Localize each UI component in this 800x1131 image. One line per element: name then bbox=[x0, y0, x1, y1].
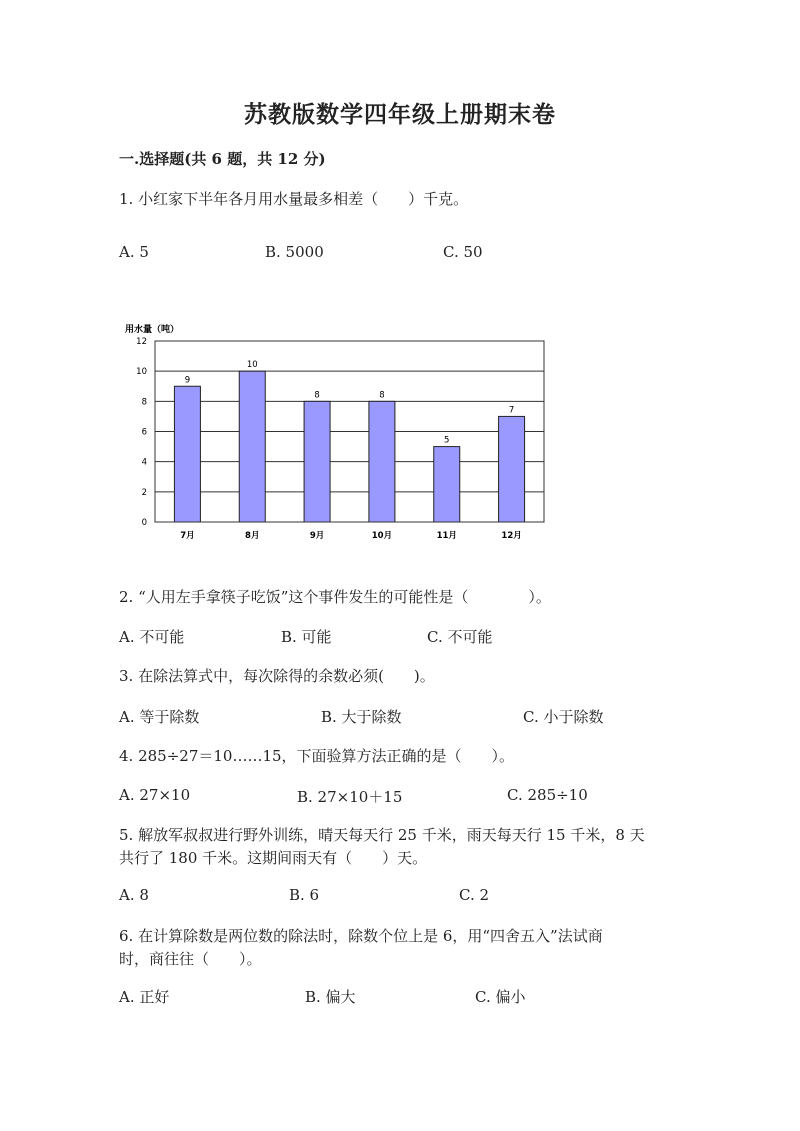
question-5-line-1: 5. 解放军叔叔进行野外训练，晴天每天行 25 千米，雨天每天行 15 千米，8 天 bbox=[119, 826, 645, 844]
question-3: 3. 在除法算式中，每次除得的余数必须( )。 bbox=[119, 667, 435, 685]
q6-option-a: A. 正好 bbox=[119, 988, 170, 1006]
q5-option-c: C. 2 bbox=[459, 886, 490, 904]
bar-value-label: 8 bbox=[314, 390, 320, 401]
q6-option-c: C. 偏小 bbox=[475, 988, 526, 1006]
chart-bar bbox=[499, 416, 525, 522]
water-usage-chart bbox=[115, 318, 555, 548]
q3-option-c: C. 小于除数 bbox=[523, 708, 604, 726]
q3-option-b: B. 大于除数 bbox=[321, 708, 402, 726]
x-tick-label: 11月 bbox=[436, 531, 457, 541]
question-1: 1. 小红家下半年各月用水量最多相差（ ）千克。 bbox=[119, 190, 469, 208]
q2-option-c: C. 不可能 bbox=[427, 628, 493, 646]
y-tick-label: 10 bbox=[136, 367, 147, 378]
bar-value-label: 9 bbox=[184, 375, 191, 386]
chart-bar bbox=[369, 401, 395, 522]
bar-value-label: 5 bbox=[444, 435, 450, 446]
chart-ylabel: 用水量（吨） bbox=[125, 325, 180, 335]
chart-bar bbox=[304, 401, 330, 522]
x-tick-label: 9月 bbox=[309, 531, 325, 541]
q4-option-b: B. 27×10＋15 bbox=[297, 788, 403, 806]
y-tick-label: 4 bbox=[141, 457, 147, 468]
x-tick-label: 10月 bbox=[371, 531, 393, 541]
chart-bar bbox=[239, 371, 265, 522]
page-title: 苏教版数学四年级上册期末卷 bbox=[244, 101, 556, 128]
q4-option-c: C. 285÷10 bbox=[507, 786, 588, 804]
y-tick-label: 6 bbox=[141, 427, 147, 438]
question-6-line-2: 时，商往往（ ）。 bbox=[119, 950, 262, 968]
x-tick-label: 12月 bbox=[501, 531, 522, 541]
y-tick-label: 0 bbox=[141, 518, 147, 528]
x-tick-label: 7月 bbox=[180, 531, 195, 541]
q1-option-a: A. 5 bbox=[119, 243, 149, 261]
chart-bars bbox=[174, 371, 524, 522]
q3-option-a: A. 等于除数 bbox=[119, 708, 200, 726]
bar-value-label: 7 bbox=[508, 405, 515, 416]
question-4: 4. 285÷27＝10……15，下面验算方法正确的是（ ）。 bbox=[119, 747, 515, 765]
question-5-line-2: 共行了 180 千米。这期间雨天有（ ）天。 bbox=[119, 849, 428, 867]
bar-value-label: 8 bbox=[379, 390, 385, 401]
q1-option-b: B. 5000 bbox=[265, 243, 324, 261]
chart-bar bbox=[174, 386, 200, 522]
q1-option-c: C. 50 bbox=[443, 243, 483, 261]
q4-option-a: A. 27×10 bbox=[119, 786, 191, 804]
q5-option-b: B. 6 bbox=[289, 886, 320, 904]
q5-option-a: A. 8 bbox=[119, 886, 149, 904]
y-tick-label: 12 bbox=[136, 337, 147, 347]
y-tick-label: 2 bbox=[141, 487, 147, 498]
y-tick-label: 8 bbox=[141, 397, 147, 408]
question-6-line-1: 6. 在计算除数是两位数的除法时，除数个位上是 6，用“四舍五入”法试商 bbox=[119, 927, 603, 945]
q2-option-b: B. 可能 bbox=[281, 628, 332, 646]
question-2: 2. “人用左手拿筷子吃饭”这个事件发生的可能性是（ ）。 bbox=[119, 588, 551, 606]
q2-option-a: A. 不可能 bbox=[119, 628, 185, 646]
bar-value-label: 10 bbox=[246, 360, 258, 371]
chart-grid bbox=[155, 371, 544, 492]
chart-bar bbox=[434, 447, 460, 522]
q6-option-b: B. 偏大 bbox=[305, 988, 356, 1006]
section-heading: 一.选择题(共 6 题，共 12 分) bbox=[119, 150, 326, 168]
x-tick-label: 8月 bbox=[245, 531, 260, 541]
